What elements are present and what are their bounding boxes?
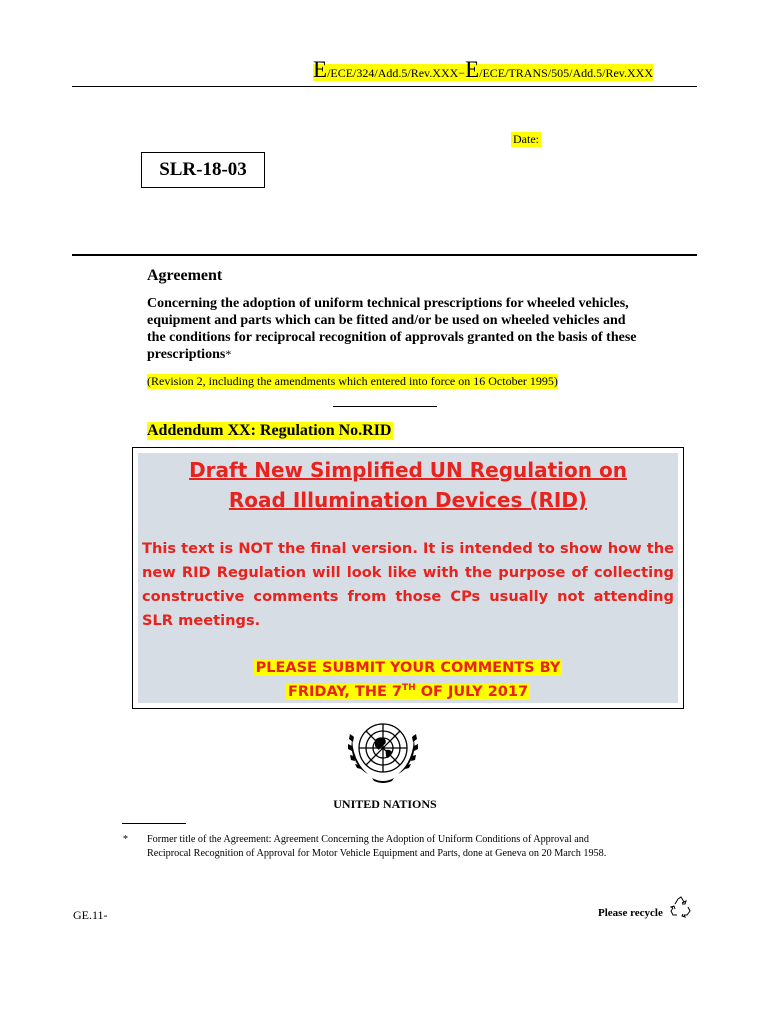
symbol-right-initial: E <box>465 57 480 82</box>
agreement-subtitle <box>147 295 637 363</box>
agreement-concerning-text: Concerning the adoption of uniform technical prescriptions for wheeled vehicles, equipment and parts which can be fitted and/or be used on wheeled vehicles and the conditions for reciprocal recognition of approvals granted on the basis of these prescriptions <box>147 296 637 362</box>
submit-line1: PLEASE SUBMIT YOUR COMMENTS BY <box>255 660 561 676</box>
draft-title-line1: Draft New Simplified UN Regulation on <box>189 458 627 482</box>
un-emblem-icon <box>342 712 424 790</box>
symbol-right-rest: /ECE/TRANS/505/Add.5/Rev.XXX <box>479 66 654 80</box>
recycle-icon <box>669 895 693 919</box>
symbol-left-rest: /ECE/324/Add.5/Rev.XXX <box>327 66 459 80</box>
footnote-ref: * <box>225 347 232 361</box>
footnote-text: Former title of the Agreement: Agreement Concerning the Adoption of Uniform Conditions of Approval and Reciprocal Recognition of Approval for Motor Vehicle Equipment and Parts, done at Geneva on 20 March 1958. <box>147 834 607 859</box>
header-rule <box>72 86 697 87</box>
title-rule <box>72 254 697 256</box>
agreement-heading: Agreement <box>147 267 223 284</box>
footnote-mark: * <box>123 834 128 845</box>
slr-code-box <box>141 152 265 188</box>
recycle-label: Please recycle <box>598 907 663 919</box>
submit-line2: FRIDAY, THE 7TH OF JULY 2017 <box>287 683 529 700</box>
document-symbol <box>313 57 697 87</box>
revision-note: (Revision 2, including the amendments which entered into force on 16 October 1995) <box>147 374 558 388</box>
symbol-separator: − <box>458 66 466 80</box>
submit-deadline <box>140 656 676 704</box>
job-number: GE.11- <box>73 908 108 922</box>
slr-code: SLR-18-03 <box>159 159 247 180</box>
draft-title-line2: Road Illumination Devices (RID) <box>228 488 588 512</box>
footnote-rule <box>122 823 186 824</box>
symbol-left-initial: E <box>313 57 328 82</box>
separator-rule <box>333 406 437 407</box>
draft-title <box>140 455 676 515</box>
un-label: UNITED NATIONS <box>333 797 437 811</box>
addendum-title: Addendum XX: Regulation No.RID <box>147 422 392 439</box>
draft-notice-text: This text is NOT the final version. It is intended to show how the new RID Regulation will look like with the purpose of collecting constructive comments from those CPs usually not attending SLR meetings. <box>142 540 674 629</box>
date-label: Date: <box>513 132 539 146</box>
